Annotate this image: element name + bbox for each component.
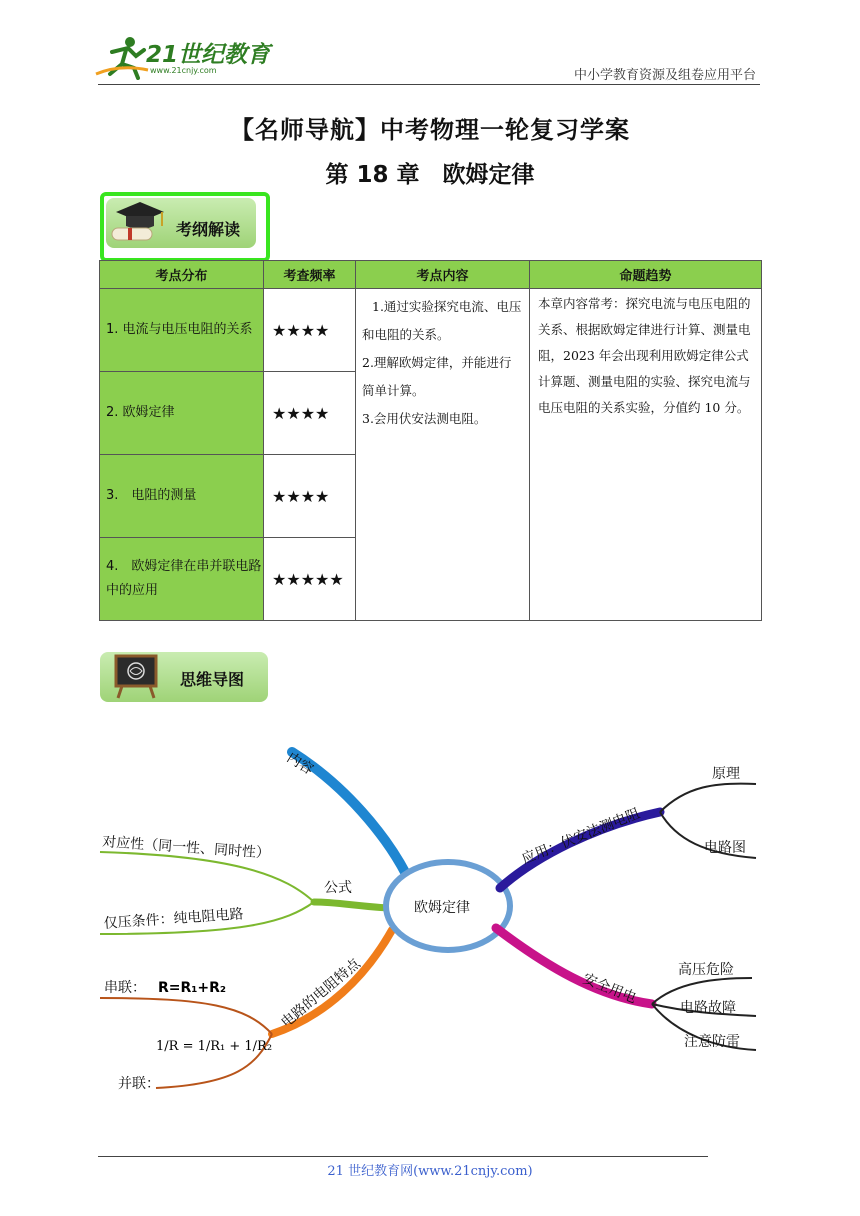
branch-formula: [314, 902, 388, 908]
branch-label-application: 应用：伏安法测电阻: [519, 805, 643, 868]
runner-logo-icon: [92, 34, 152, 80]
topic-cell: 4. 欧姆定律在串并联电路中的应用: [100, 538, 264, 621]
content-item: 2.理解欧姆定律，并能进行简单计算。: [362, 355, 512, 398]
formula-leaf-2: 仅压条件：纯电阻电路: [103, 906, 244, 932]
section-label-syllabus: 考纲解读: [176, 220, 241, 239]
chalkboard-icon: [100, 652, 170, 702]
graduation-cap-icon: [106, 198, 170, 248]
application-leaf-line-1: [660, 784, 756, 812]
topic-cell: 1. 电流与电压电阻的关系: [100, 289, 264, 372]
topic-cell: 3. 电阻的测量: [100, 455, 264, 538]
application-leaf-1: 原理: [712, 766, 740, 782]
content-cell: [356, 289, 530, 621]
trend-cell: 本章内容常考：探究电流与电压电阻的关系、根据欧姆定律进行计算、测量电阻，2023 年会出现利用欧姆定律公式计算题、测量电阻的实验、探究电流与电压电阻的关系实验，分值约 10 分。: [530, 289, 762, 621]
content-item: 3.会用伏安法测电阻。: [362, 411, 487, 426]
branch-label-content: 内容: [283, 749, 317, 779]
frequency-stars: ★★★★: [264, 289, 356, 372]
chapter-title: 第 18 章 欧姆定律: [325, 162, 535, 188]
series-label: 串联：: [104, 980, 146, 996]
safety-leaf-3: 注意防雷: [684, 1034, 740, 1050]
branch-label-formula: 公式: [324, 880, 352, 896]
header-divider: [98, 84, 760, 85]
series-formula: R=R₁+R₂: [158, 980, 227, 996]
logo-text: 21世纪教育: [146, 42, 271, 68]
frequency-stars: ★★★★: [264, 455, 356, 538]
formula-leaf-1: 对应性（同一性、同时性）: [101, 834, 271, 862]
mind-map: [96, 716, 776, 1106]
formula-leaf-line-1: [100, 852, 314, 902]
series-leaf-line: [100, 998, 272, 1034]
footer-divider: [98, 1156, 708, 1157]
column-header: 命题趋势: [530, 261, 762, 289]
page-title: 【名师导航】中考物理一轮复习学案: [230, 116, 630, 144]
safety-leaf-1: 高压危险: [678, 962, 734, 978]
frequency-stars: ★★★★: [264, 372, 356, 455]
column-header: 考点内容: [356, 261, 530, 289]
parallel-formula: 1/R = 1/R₁ + 1/R₂: [156, 1039, 273, 1054]
header-slogan: 中小学教育资源及组卷应用平台: [573, 68, 756, 83]
frequency-stars: ★★★★★: [264, 538, 356, 621]
footer-text: 21 世纪教育网(www.21cnjy.com): [327, 1164, 533, 1179]
syllabus-table: [99, 260, 762, 621]
center-label: 欧姆定律: [414, 900, 470, 916]
topic-cell: 2. 欧姆定律: [100, 372, 264, 455]
branch-label-safety: 安全用电: [580, 970, 639, 1007]
content-item: 1.通过实验探究电流、电压和电阻的关系。: [362, 299, 522, 342]
logo-url: www.21cnjy.com: [150, 66, 217, 75]
column-header: 考查频率: [264, 261, 356, 289]
column-header: 考点分布: [100, 261, 264, 289]
safety-leaf-2: 电路故障: [680, 1000, 736, 1016]
section-label-mindmap: 思维导图: [180, 670, 245, 689]
application-leaf-2: 电路图: [704, 840, 746, 856]
table-header-row: [100, 261, 762, 289]
branch-label-circuit: 电路的电阻特点: [278, 955, 364, 1032]
parallel-label: 并联：: [118, 1076, 160, 1092]
table-row: [100, 289, 762, 372]
